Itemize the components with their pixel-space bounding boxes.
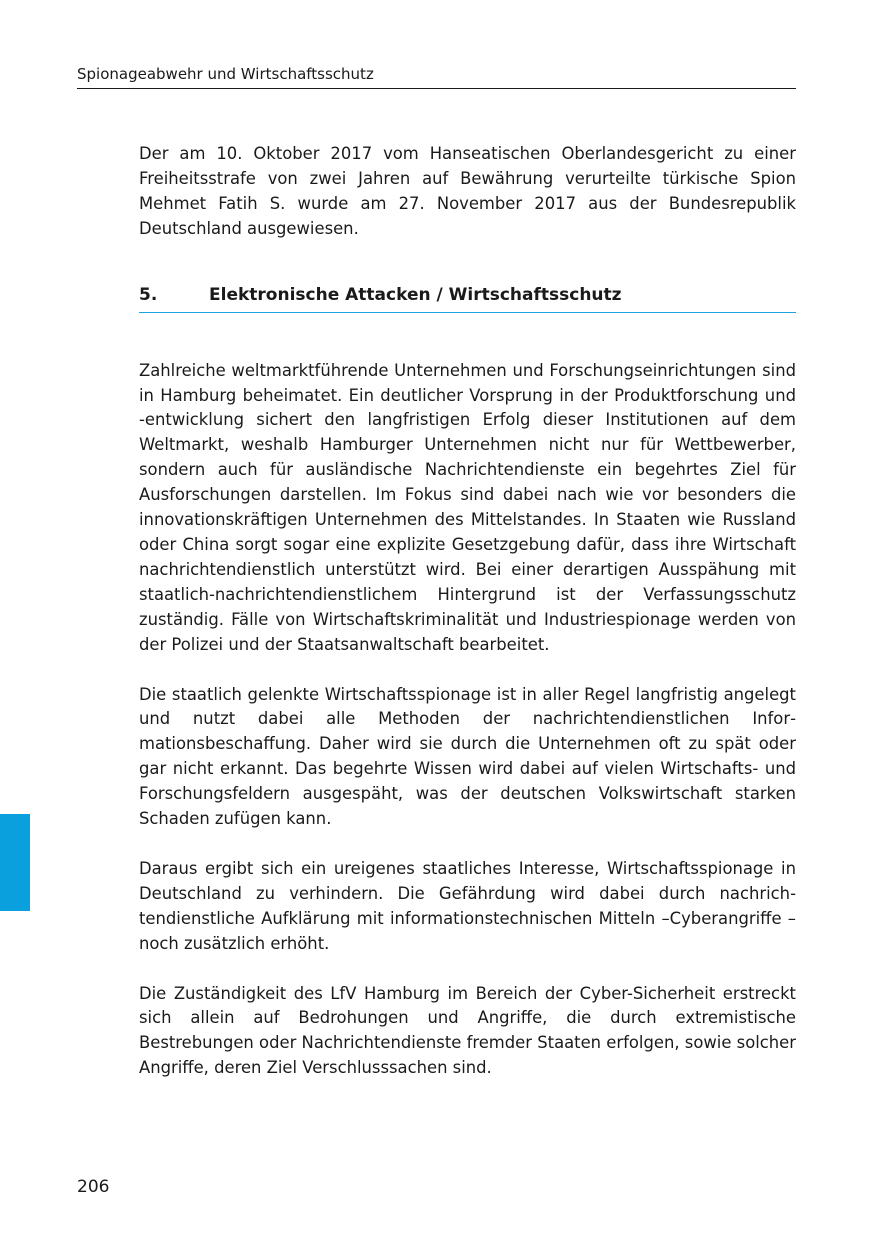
section-number: 5. <box>139 284 158 305</box>
intro-paragraph: Der am 10. Oktober 2017 vom Hanseatischen Oberlandesgericht zu einer Freiheitsstrafe von zwei Jahren auf Bewährung verurteilte türkische Spion Mehmet Fatih S. wurde am 27. November 2017 aus der Bundesrepublik Deutschland ausgewiesen. <box>139 144 796 238</box>
page-body <box>139 142 796 1081</box>
section-title: Elektronische Attacken / Wirtschaftsschutz <box>209 284 622 305</box>
body-paragraph-3: Daraus ergibt sich ein ureigenes staatliches Interesse, Wirtschaftsspionage in Deutschland zu verhindern. Die Gefährdung wird dabei durch nachrichtendienstliche Aufklärung mit informationstechnischen Mitteln –Cyberangriffe – noch zusätzlich erhöht. <box>139 858 796 953</box>
body-paragraph-2: Die staatlich gelenkte Wirtschaftsspionage ist in aller Regel langfristig angelegt und nutzt dabei alle Methoden der nachrichtendienstlichen Informationsbeschaffung. Daher wird sie durch die Unternehmen oft zu spät oder gar nicht erkannt. Das begehrte Wissen wird dabei auf vielen Wirtschafts- und Forschungsfeldern ausgespäht, was der deutschen Volkswirtschaft starken Schaden zufügen kann. <box>139 684 796 829</box>
chapter-side-tab <box>0 814 30 911</box>
page-number: 206 <box>77 1177 110 1197</box>
section-heading <box>139 282 796 313</box>
body-paragraph-4: Die Zuständigkeit des LfV Hamburg im Bereich der Cyber-Sicherheit erstreckt sich allein auf Bedrohungen und Angriffe, die durch extremistische Bestrebungen oder Nachrichtendienste fremder Staaten erfolgen, sowie solcher Angriffe, deren Ziel Verschlusssachen sind. <box>139 983 796 1078</box>
running-header-title: Spionageabwehr und Wirtschaftsschutz <box>77 65 374 83</box>
body-paragraph-1: Zahlreiche weltmarktführende Unternehmen und Forschungseinrichtungen sind in Hamburg beheimatet. Ein deutlicher Vorsprung in der Produktforschung und -entwicklung sichert den langfristigen Erfolg dieser Institutionen auf dem Weltmarkt, weshalb Hamburger Unternehmen nicht nur für Wettbewerber, sondern auch für ausländische Nachrichtendienste ein begehrtes Ziel für Ausforschungen darstellen. Im Fokus sind dabei nach wie vor besonders die innovationskräftigen Unternehmen des Mittelstandes. In Staaten wie Russland oder China sorgt sogar eine explizite Gesetzgebung dafür, dass ihre Wirtschaft nachrichtendienstlich unterstützt wird. Bei einer derartigen Ausspähung mit staatlich-nachrichtendienstlichem Hintergrund ist der Verfassungsschutz zuständig. Fälle von Wirtschaftskriminalität und Industriespionage werden von der Polizei und der Staatsanwaltschaft bearbeitet. <box>139 360 796 654</box>
running-header <box>77 64 796 89</box>
